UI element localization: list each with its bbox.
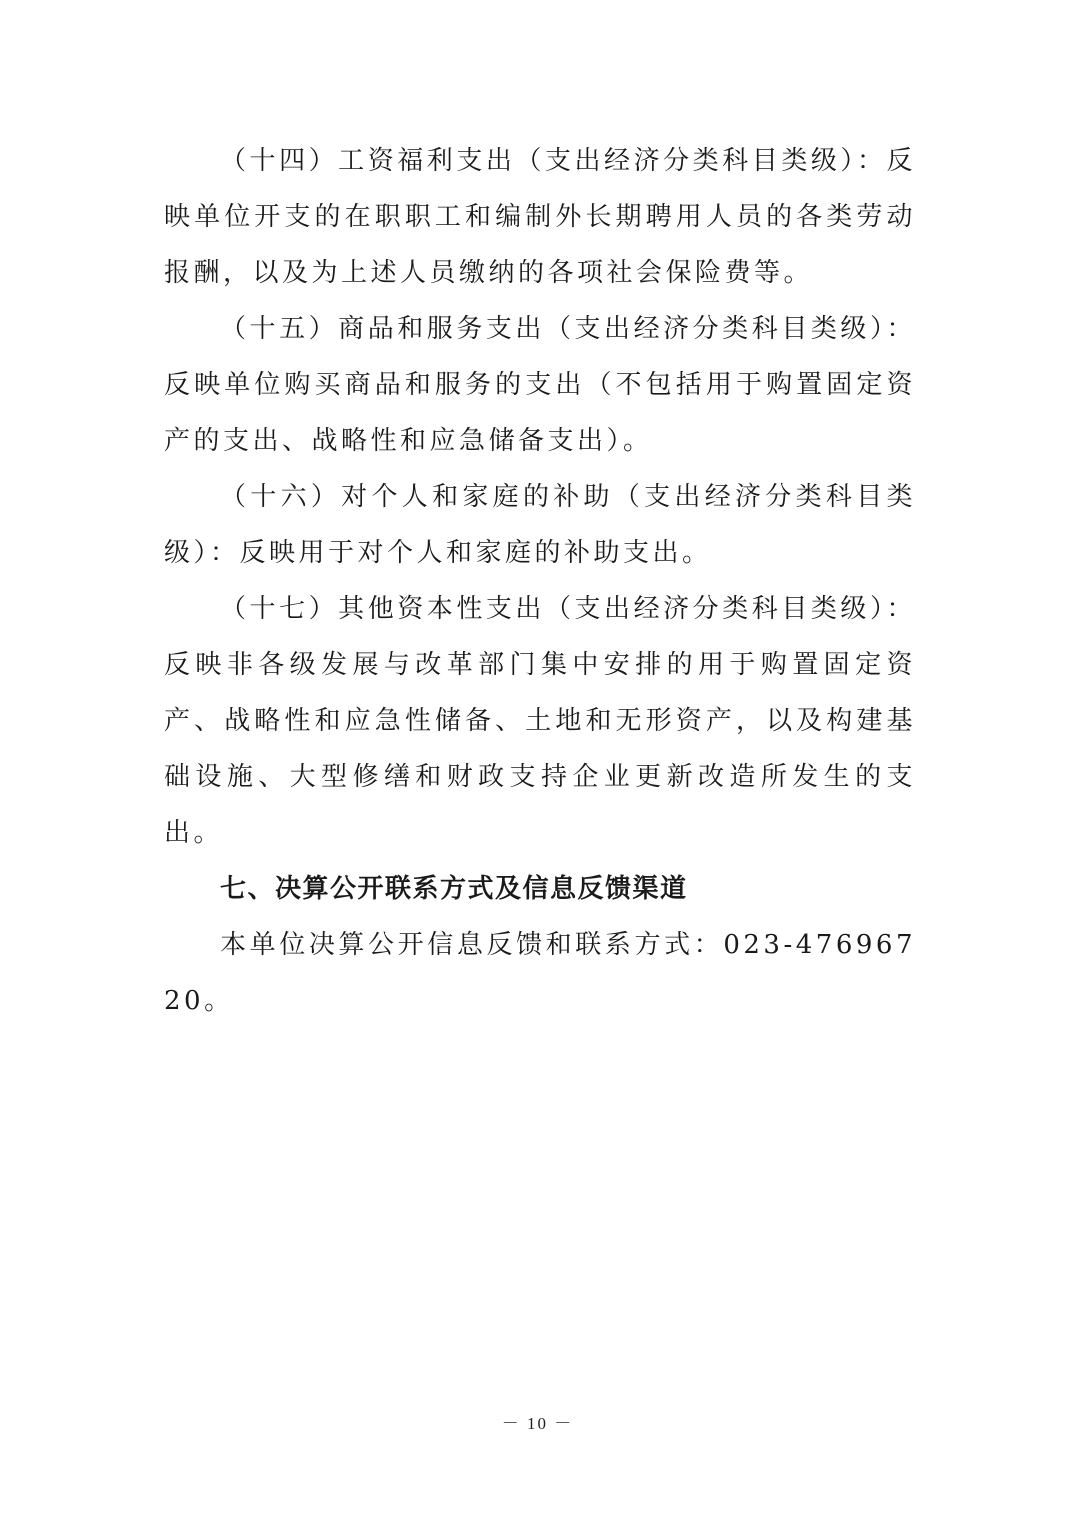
paragraph-goods-services: （十五）商品和服务支出（支出经济分类科目类级）：反映单位购买商品和服务的支出（不包括用于购置固定资产的支出、战略性和应急储备支出）。 bbox=[164, 314, 916, 456]
document-body bbox=[164, 133, 916, 1029]
section-heading: 七、决算公开联系方式及信息反馈渠道 bbox=[220, 874, 688, 904]
paragraph-other-capital: （十七）其他资本性支出（支出经济分类科目类级）：反映非各级发展与改革部门集中安排的用于购置固定资产、战略性和应急性储备、土地和无形资产，以及构建基础设施、大型修缮和财政支持企业更新改造所发生的支出。 bbox=[164, 594, 916, 848]
page-number: － 10 － bbox=[501, 1414, 574, 1433]
contact-paragraph: 本单位决算公开信息反馈和联系方式：023-47696720。 bbox=[164, 930, 916, 1016]
paragraph-household-subsidy: （十六）对个人和家庭的补助（支出经济分类科目类级）：反映用于对个人和家庭的补助支出。 bbox=[164, 482, 916, 568]
paragraph-salary-welfare: （十四）工资福利支出（支出经济分类科目类级）：反映单位开支的在职职工和编制外长期聘用人员的各类劳动报酬，以及为上述人员缴纳的各项社会保险费等。 bbox=[164, 146, 916, 288]
